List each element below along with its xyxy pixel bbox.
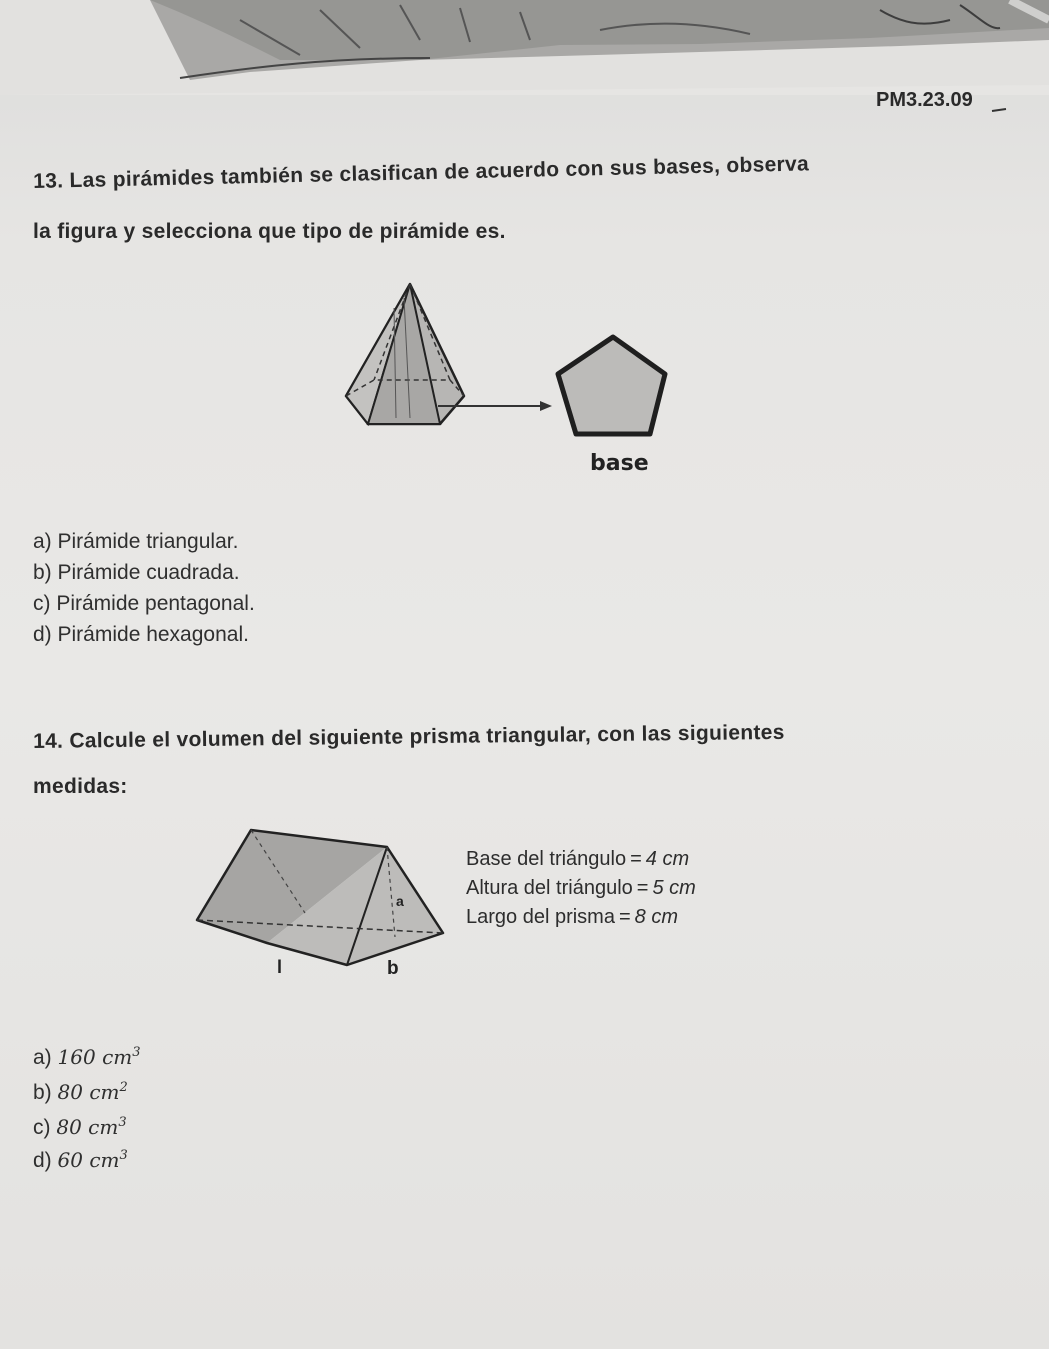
- q13-option-d[interactable]: d) Pirámide hexagonal.: [33, 623, 249, 646]
- q14-prompt-line1: 14. Calcule el volumen del siguiente prisma triangular, con las siguientes: [33, 720, 785, 753]
- q13-option-b[interactable]: b) Pirámide cuadrada.: [33, 561, 240, 584]
- measure-equals: =: [636, 877, 649, 899]
- measure-value: 8 cm: [634, 906, 678, 928]
- option-exponent: 3: [132, 1045, 141, 1060]
- option-exponent: 2: [119, 1080, 128, 1095]
- option-letter: a): [33, 1046, 52, 1069]
- measure-row: [466, 906, 678, 929]
- prism-shape: [197, 830, 443, 965]
- option-letter: b): [33, 1081, 52, 1104]
- q14-option-d[interactable]: [33, 1148, 128, 1173]
- option-value: 60 cm: [57, 1148, 120, 1172]
- option-exponent: 3: [118, 1115, 127, 1130]
- top-illustration-strip: [0, 0, 1049, 95]
- pencil-mark: [990, 106, 1010, 114]
- option-value: 80 cm: [57, 1080, 120, 1104]
- q14-prompt-line2: medidas:: [33, 775, 128, 798]
- measure-row: [466, 848, 689, 871]
- q14-option-c[interactable]: [33, 1115, 127, 1140]
- triangular-prism-figure: [195, 825, 470, 975]
- option-letter: c): [33, 1116, 51, 1139]
- measure-label: Largo del prisma: [466, 906, 615, 928]
- measure-row: [466, 877, 696, 900]
- q14-option-b[interactable]: [33, 1080, 128, 1105]
- measure-value: 5 cm: [652, 877, 696, 899]
- measure-label: Base del triángulo: [466, 848, 627, 870]
- q14-option-a[interactable]: [33, 1045, 141, 1070]
- measure-equals: =: [630, 848, 642, 870]
- option-exponent: 3: [119, 1148, 128, 1163]
- measure-equals: =: [618, 906, 631, 928]
- q13-option-c[interactable]: c) Pirámide pentagonal.: [33, 592, 255, 615]
- measure-value: 4 cm: [645, 848, 690, 870]
- pentagon-base: [558, 337, 665, 434]
- pyramid-shape: [346, 284, 464, 424]
- q13-prompt-line2: la figura y selecciona que tipo de pirámide es.: [33, 220, 506, 243]
- prism-label-b: b: [387, 958, 399, 979]
- option-value: 80 cm: [56, 1115, 119, 1139]
- pentagonal-pyramid-figure: [330, 278, 680, 478]
- option-value: 160 cm: [57, 1045, 133, 1069]
- measure-label: Altura del triángulo: [466, 877, 633, 899]
- base-label: base: [590, 451, 649, 476]
- option-letter: d): [33, 1149, 52, 1172]
- prism-label-a: a: [396, 893, 404, 909]
- q13-prompt-line1: 13. Las pirámides también se clasifican de acuerdo con sus bases, observa: [33, 152, 810, 193]
- prism-label-l: l: [277, 957, 283, 977]
- q13-option-a[interactable]: a) Pirámide triangular.: [33, 530, 239, 553]
- worksheet-code: PM3.23.09: [876, 89, 973, 111]
